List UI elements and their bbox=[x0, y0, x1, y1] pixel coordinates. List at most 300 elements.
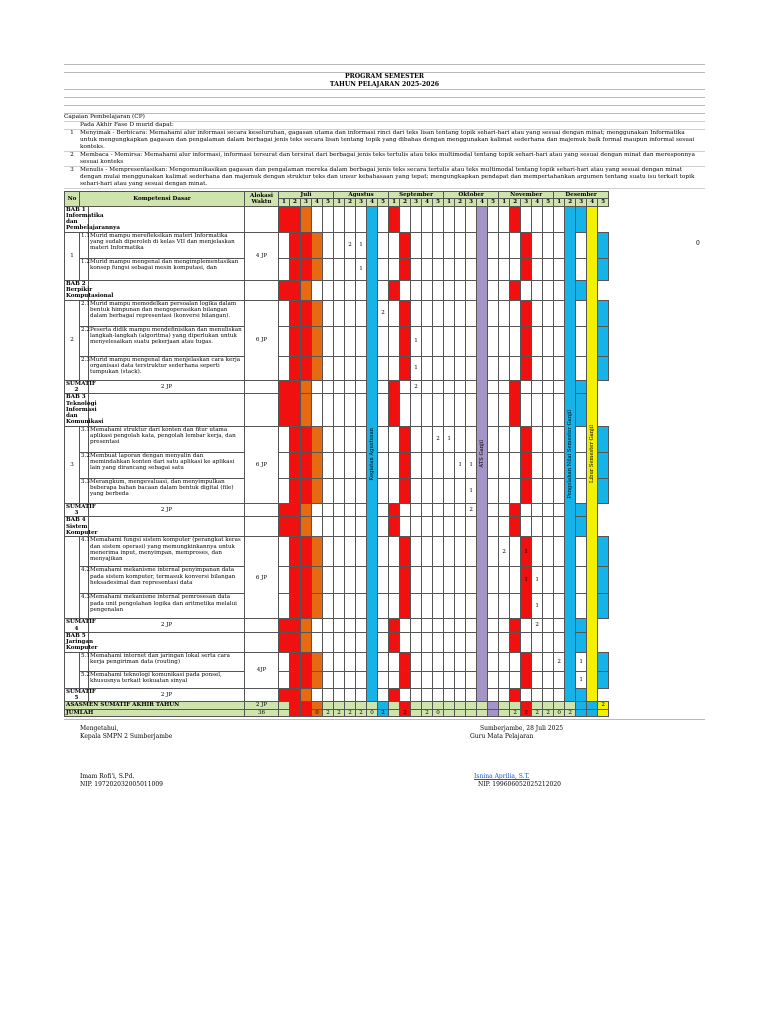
week-cell bbox=[290, 632, 301, 652]
week-cell bbox=[554, 688, 565, 702]
week-cell bbox=[411, 688, 422, 702]
week-cell bbox=[510, 702, 521, 709]
week-cell bbox=[345, 537, 356, 567]
week-cell bbox=[312, 671, 323, 688]
week-cell bbox=[312, 652, 323, 671]
week-cell bbox=[488, 232, 499, 258]
week-cell bbox=[444, 356, 455, 380]
week-cell bbox=[400, 632, 411, 652]
week-cell bbox=[389, 356, 400, 380]
week-cell bbox=[345, 452, 356, 478]
title-line-2: TAHUN PELAJARAN 2025-2026 bbox=[329, 81, 440, 88]
week-cell bbox=[301, 394, 312, 426]
sum-row bbox=[65, 619, 609, 633]
week-cell bbox=[345, 394, 356, 426]
week-cell: 2 bbox=[433, 426, 444, 452]
week-cell bbox=[466, 632, 477, 652]
week-cell bbox=[301, 206, 312, 232]
week-cell bbox=[378, 632, 389, 652]
table-row bbox=[65, 300, 609, 326]
week-cell bbox=[301, 632, 312, 652]
week-cell bbox=[455, 258, 466, 280]
week-cell: 1 bbox=[521, 567, 532, 594]
week-cell bbox=[312, 232, 323, 258]
week-cell bbox=[301, 300, 312, 326]
week-cell bbox=[290, 326, 301, 356]
week-cell bbox=[598, 232, 609, 258]
week-cell bbox=[334, 652, 345, 671]
week-cell bbox=[334, 619, 345, 633]
week-cell bbox=[378, 503, 389, 517]
week-cell bbox=[576, 478, 587, 503]
week-cell: 1 bbox=[521, 537, 532, 567]
week-cell bbox=[279, 478, 290, 503]
week-cell bbox=[378, 232, 389, 258]
week-cell bbox=[466, 206, 477, 232]
week-cell bbox=[499, 688, 510, 702]
week-cell bbox=[532, 356, 543, 380]
week-cell bbox=[510, 326, 521, 356]
week-cell bbox=[510, 380, 521, 394]
table-row bbox=[65, 426, 609, 452]
week-cell bbox=[554, 380, 565, 394]
week-cell bbox=[543, 688, 554, 702]
week-cell bbox=[499, 394, 510, 426]
week-cell bbox=[466, 380, 477, 394]
week-cell bbox=[301, 702, 312, 709]
week-cell bbox=[345, 380, 356, 394]
week-cell: 1 bbox=[356, 232, 367, 258]
week-cell bbox=[312, 206, 323, 232]
week-cell bbox=[279, 503, 290, 517]
alokasi-waktu: 2 JP bbox=[89, 380, 245, 394]
week-cell bbox=[466, 619, 477, 633]
week-cell bbox=[400, 394, 411, 426]
week-cell bbox=[389, 478, 400, 503]
week-cell bbox=[510, 517, 521, 537]
week-cell bbox=[323, 300, 334, 326]
week-cell: 1 bbox=[576, 652, 587, 671]
week-cell bbox=[290, 671, 301, 688]
week-cell: 0 bbox=[367, 709, 378, 716]
week-cell: 2 bbox=[598, 702, 609, 709]
week-cell bbox=[334, 300, 345, 326]
week-cell bbox=[576, 594, 587, 619]
table-row bbox=[65, 232, 609, 258]
week-cell bbox=[554, 426, 565, 452]
week-cell bbox=[312, 326, 323, 356]
week-cell bbox=[433, 478, 444, 503]
week-cell bbox=[444, 688, 455, 702]
week-cell bbox=[466, 671, 477, 688]
month-header: November bbox=[499, 192, 554, 199]
week-cell bbox=[598, 426, 609, 452]
week-cell bbox=[455, 206, 466, 232]
week-cell bbox=[466, 394, 477, 426]
week-cell bbox=[279, 326, 290, 356]
alokasi-waktu: 2 JP bbox=[89, 503, 245, 517]
week-cell bbox=[521, 632, 532, 652]
week-cell bbox=[477, 709, 488, 716]
week-cell bbox=[323, 232, 334, 258]
week-cell bbox=[576, 206, 587, 232]
week-cell bbox=[532, 688, 543, 702]
week-cell bbox=[466, 258, 477, 280]
week-cell bbox=[532, 537, 543, 567]
week-cell bbox=[345, 517, 356, 537]
week-cell bbox=[510, 632, 521, 652]
week-cell bbox=[532, 280, 543, 300]
week-cell bbox=[499, 652, 510, 671]
week-cell bbox=[444, 394, 455, 426]
week-cell bbox=[466, 356, 477, 380]
week-cell bbox=[356, 300, 367, 326]
week-cell bbox=[334, 232, 345, 258]
week-cell bbox=[499, 478, 510, 503]
program-semester-sheet bbox=[64, 64, 705, 790]
week-cell bbox=[290, 280, 301, 300]
week-cell bbox=[422, 567, 433, 594]
week-cell bbox=[444, 478, 455, 503]
week-cell bbox=[356, 452, 367, 478]
week-cell bbox=[543, 671, 554, 688]
week-cell bbox=[312, 258, 323, 280]
week-cell bbox=[521, 232, 532, 258]
week-cell bbox=[510, 671, 521, 688]
week-cell bbox=[389, 567, 400, 594]
week-header: 4 bbox=[422, 199, 433, 206]
week-cell bbox=[279, 394, 290, 426]
week-cell bbox=[444, 503, 455, 517]
week-cell bbox=[433, 380, 444, 394]
week-cell: 2 bbox=[345, 709, 356, 716]
week-cell bbox=[279, 356, 290, 380]
week-header: 2 bbox=[565, 199, 576, 206]
week-cell bbox=[290, 452, 301, 478]
week-cell bbox=[345, 300, 356, 326]
week-cell bbox=[554, 232, 565, 258]
week-cell bbox=[279, 567, 290, 594]
week-cell bbox=[389, 652, 400, 671]
week-cell bbox=[411, 300, 422, 326]
week-cell bbox=[312, 702, 323, 709]
month-header: Agustus bbox=[334, 192, 389, 199]
week-cell bbox=[554, 356, 565, 380]
week-cell bbox=[543, 280, 554, 300]
week-cell bbox=[543, 426, 554, 452]
week-cell bbox=[433, 258, 444, 280]
week-cell bbox=[510, 652, 521, 671]
week-cell bbox=[411, 537, 422, 567]
week-cell bbox=[510, 567, 521, 594]
week-cell bbox=[499, 206, 510, 232]
week-cell bbox=[455, 300, 466, 326]
week-cell bbox=[466, 426, 477, 452]
week-cell bbox=[400, 594, 411, 619]
week-cell bbox=[400, 688, 411, 702]
sumatif-label: SUMATIF 5 bbox=[66, 688, 96, 702]
week-cell bbox=[576, 380, 587, 394]
week-cell bbox=[312, 503, 323, 517]
week-cell bbox=[312, 517, 323, 537]
week-cell bbox=[312, 426, 323, 452]
week-cell bbox=[345, 326, 356, 356]
week-cell bbox=[488, 452, 499, 478]
week-cell: 2 bbox=[356, 709, 367, 716]
week-cell bbox=[301, 709, 312, 716]
cp-item-number: 2 bbox=[70, 152, 74, 158]
week-cell bbox=[455, 688, 466, 702]
cp-item-number: 3 bbox=[70, 167, 74, 173]
week-cell bbox=[312, 380, 323, 394]
week-cell bbox=[521, 258, 532, 280]
week-cell bbox=[554, 537, 565, 567]
week-cell bbox=[400, 671, 411, 688]
week-cell: 1 bbox=[455, 452, 466, 478]
week-cell bbox=[543, 394, 554, 426]
week-cell bbox=[245, 380, 279, 394]
week-cell bbox=[400, 356, 411, 380]
kd-text: Membuat laporan dengan menyalin dan memindahkan konten dari satu aplikasi ke aplikasi lain yang dirancang sebagai satu bbox=[89, 452, 245, 478]
table-row bbox=[65, 671, 609, 688]
week-cell bbox=[334, 478, 345, 503]
week-cell bbox=[576, 326, 587, 356]
week-cell bbox=[510, 503, 521, 517]
vertical-label: Libur Semester Ganjil bbox=[589, 424, 595, 483]
week-cell bbox=[488, 619, 499, 633]
week-cell bbox=[389, 688, 400, 702]
week-cell bbox=[543, 300, 554, 326]
week-cell bbox=[510, 537, 521, 567]
week-cell bbox=[312, 452, 323, 478]
week-cell: 2 bbox=[400, 709, 411, 716]
week-cell bbox=[466, 517, 477, 537]
week-cell: 2 bbox=[378, 300, 389, 326]
week-cell bbox=[290, 232, 301, 258]
week-header: 5 bbox=[543, 199, 554, 206]
week-cell bbox=[323, 452, 334, 478]
week-cell bbox=[510, 356, 521, 380]
week-cell bbox=[422, 537, 433, 567]
week-cell bbox=[466, 594, 477, 619]
week-cell bbox=[521, 356, 532, 380]
week-cell bbox=[499, 517, 510, 537]
alokasi-waktu: 6 JP bbox=[245, 426, 279, 503]
week-cell bbox=[554, 452, 565, 478]
week-cell: 1 bbox=[532, 567, 543, 594]
week-cell bbox=[488, 380, 499, 394]
week-cell bbox=[499, 258, 510, 280]
week-cell bbox=[488, 594, 499, 619]
week-header: 5 bbox=[433, 199, 444, 206]
week-cell bbox=[279, 300, 290, 326]
bab-row bbox=[65, 280, 609, 300]
alokasi-waktu: 2 JP bbox=[89, 619, 245, 633]
week-cell bbox=[466, 688, 477, 702]
week-cell bbox=[411, 426, 422, 452]
week-cell bbox=[521, 206, 532, 232]
week-cell bbox=[389, 709, 400, 716]
week-cell bbox=[290, 652, 301, 671]
vertical-label: ATS Ganjil bbox=[478, 440, 485, 468]
week-cell bbox=[433, 452, 444, 478]
week-header: 5 bbox=[323, 199, 334, 206]
week-cell bbox=[301, 356, 312, 380]
week-header: 1 bbox=[389, 199, 400, 206]
week-cell bbox=[466, 280, 477, 300]
week-cell bbox=[378, 517, 389, 537]
week-cell bbox=[499, 452, 510, 478]
guru-name[interactable]: Isnina Aprilia, S.T. bbox=[474, 772, 530, 780]
week-cell bbox=[312, 567, 323, 594]
week-cell bbox=[378, 478, 389, 503]
week-cell bbox=[290, 537, 301, 567]
week-cell bbox=[488, 632, 499, 652]
week-cell bbox=[554, 394, 565, 426]
kd-text: Merangkum, mengevaluasi, dan menyimpulkan beberapa bahan bacaan dalam bentuk digital (file) yang berbeda bbox=[89, 478, 245, 503]
week-header: 4 bbox=[367, 199, 378, 206]
vertical-label: Pengolahan Nilai Semester Ganjil bbox=[567, 409, 573, 499]
week-cell bbox=[455, 709, 466, 716]
week-cell: 1 bbox=[356, 258, 367, 280]
kd-number: 1.1 bbox=[80, 232, 89, 258]
week-cell bbox=[598, 326, 609, 356]
week-cell bbox=[499, 671, 510, 688]
row-number bbox=[65, 652, 80, 688]
week-cell bbox=[389, 232, 400, 258]
week-cell bbox=[466, 537, 477, 567]
week-cell bbox=[334, 356, 345, 380]
week-cell bbox=[334, 280, 345, 300]
week-cell bbox=[477, 206, 488, 702]
week-header: 4 bbox=[532, 199, 543, 206]
week-cell bbox=[543, 652, 554, 671]
kepala-name: Imam Rofi'i, S.Pd. bbox=[80, 772, 135, 780]
week-cell bbox=[378, 671, 389, 688]
cp-item-number: 1 bbox=[70, 130, 74, 136]
week-cell: 2 bbox=[565, 709, 576, 716]
week-cell bbox=[422, 300, 433, 326]
week-cell bbox=[499, 619, 510, 633]
week-cell bbox=[598, 537, 609, 567]
week-cell bbox=[279, 280, 290, 300]
week-cell bbox=[433, 567, 444, 594]
kd-text: Memahami struktur dari konten dan fitur utama aplikasi pengolah kata, pengolah lembar kerja, dan presentasi bbox=[89, 426, 245, 452]
week-cell bbox=[378, 326, 389, 356]
week-header: 2 bbox=[510, 199, 521, 206]
week-cell bbox=[323, 356, 334, 380]
week-cell: 0 bbox=[312, 709, 323, 716]
week-cell bbox=[433, 206, 444, 232]
week-cell bbox=[290, 517, 301, 537]
week-cell bbox=[389, 594, 400, 619]
week-cell bbox=[279, 537, 290, 567]
week-cell bbox=[323, 619, 334, 633]
week-cell bbox=[334, 594, 345, 619]
week-cell bbox=[554, 206, 565, 232]
week-cell: 2 bbox=[499, 537, 510, 567]
week-cell bbox=[422, 258, 433, 280]
week-cell bbox=[411, 394, 422, 426]
week-cell bbox=[411, 517, 422, 537]
week-cell bbox=[334, 517, 345, 537]
week-cell bbox=[334, 326, 345, 356]
week-cell bbox=[290, 426, 301, 452]
cp-item-text: Menyimak - Berbicara: Memahami alur informasi secara keseluruhan, gagasan utama dan informasi rinci dari teks lisan tentang topik sehari-hari atau yang sesuai dengan minat; menggunakan Informatika untuk mengungkapkan gagasan dan pengalaman dalam berbagai jenis teks secara lisan tentang topik yang dibahas dengan menggunakan kalimat sederhana dan majemuk baik formal maupun informal sesuai konteks. bbox=[80, 130, 695, 150]
week-cell bbox=[499, 594, 510, 619]
week-cell bbox=[378, 394, 389, 426]
week-header: 3 bbox=[356, 199, 367, 206]
week-cell: 2 bbox=[532, 619, 543, 633]
week-cell bbox=[323, 594, 334, 619]
week-cell bbox=[532, 326, 543, 356]
week-cell bbox=[411, 280, 422, 300]
week-cell bbox=[301, 652, 312, 671]
week-cell bbox=[334, 206, 345, 232]
week-cell bbox=[488, 537, 499, 567]
sumatif-label: SUMATIF 2 bbox=[66, 380, 96, 393]
week-cell bbox=[367, 206, 378, 702]
week-cell bbox=[400, 619, 411, 633]
week-cell bbox=[466, 702, 477, 709]
kd-text: Memahami internet dan jaringan lokal serta cara kerja pengiriman data (routing) bbox=[89, 652, 245, 671]
week-cell bbox=[279, 380, 290, 394]
week-cell bbox=[411, 652, 422, 671]
alokasi-waktu: 6 JP bbox=[245, 300, 279, 380]
alokasi-waktu: 2 JP bbox=[245, 702, 279, 709]
week-cell bbox=[455, 537, 466, 567]
week-cell bbox=[356, 594, 367, 619]
week-cell bbox=[312, 537, 323, 567]
stray-mark: 0 bbox=[696, 240, 700, 247]
week-cell bbox=[400, 517, 411, 537]
week-cell bbox=[279, 652, 290, 671]
week-cell bbox=[466, 652, 477, 671]
week-cell bbox=[345, 356, 356, 380]
week-cell bbox=[422, 478, 433, 503]
week-cell bbox=[279, 258, 290, 280]
week-cell bbox=[532, 258, 543, 280]
week-cell bbox=[378, 258, 389, 280]
week-cell bbox=[532, 452, 543, 478]
week-header: 3 bbox=[576, 199, 587, 206]
week-cell bbox=[389, 517, 400, 537]
week-cell bbox=[543, 478, 554, 503]
week-cell bbox=[323, 326, 334, 356]
week-cell bbox=[400, 300, 411, 326]
week-cell bbox=[444, 537, 455, 567]
week-cell bbox=[356, 702, 367, 709]
week-cell bbox=[466, 567, 477, 594]
week-header: 4 bbox=[312, 199, 323, 206]
week-cell bbox=[521, 380, 532, 394]
week-cell bbox=[400, 567, 411, 594]
week-cell bbox=[378, 380, 389, 394]
week-cell bbox=[598, 300, 609, 326]
week-cell bbox=[598, 258, 609, 280]
week-cell bbox=[576, 702, 587, 709]
week-cell bbox=[532, 300, 543, 326]
week-cell bbox=[510, 280, 521, 300]
week-cell bbox=[389, 671, 400, 688]
week-cell bbox=[422, 619, 433, 633]
week-cell bbox=[301, 426, 312, 452]
week-cell bbox=[543, 619, 554, 633]
week-cell bbox=[554, 671, 565, 688]
week-cell bbox=[543, 594, 554, 619]
kd-number: 3.2 bbox=[80, 452, 89, 478]
week-cell bbox=[334, 632, 345, 652]
